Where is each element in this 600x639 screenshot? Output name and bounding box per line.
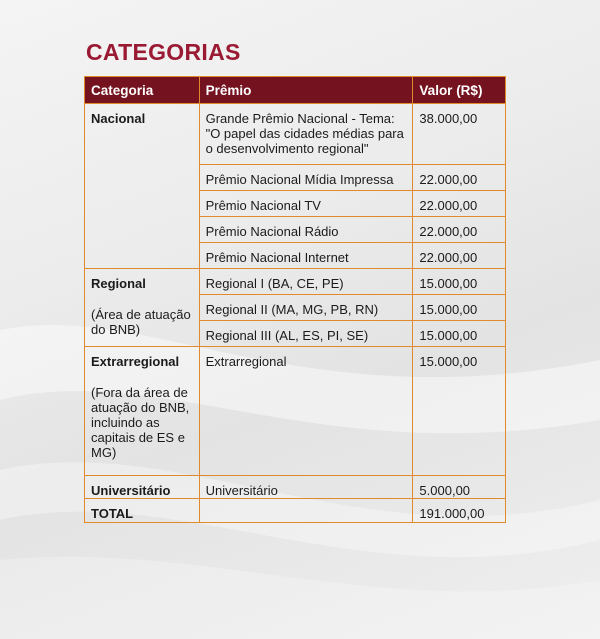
total-label: TOTAL xyxy=(91,506,134,521)
page-title: CATEGORIAS xyxy=(86,39,241,65)
categories-table xyxy=(84,76,506,523)
category-label: Regional xyxy=(91,276,146,291)
prize-cell: Regional I (BA, CE, PE) xyxy=(199,269,413,295)
prize-cell: Prêmio Nacional TV xyxy=(199,191,413,217)
table-row xyxy=(85,269,506,295)
table-row xyxy=(85,476,506,499)
value-cell: 15.000,00 xyxy=(413,321,506,347)
header-premio: Prêmio xyxy=(199,77,413,104)
value-cell: 22.000,00 xyxy=(413,243,506,269)
category-label: Universitário xyxy=(91,483,171,498)
value-cell: 5.000,00 xyxy=(413,476,506,499)
prize-cell: Grande Prêmio Nacional - Tema: "O papel das cidades médias para o desenvolvimento regional" xyxy=(199,104,413,165)
category-label: Extrarregional xyxy=(91,354,180,369)
value-cell: 22.000,00 xyxy=(413,191,506,217)
total-label-cell xyxy=(85,499,200,523)
prize-cell: Extrarregional xyxy=(199,347,413,476)
total-value: 191.000,00 xyxy=(413,499,506,523)
category-regional xyxy=(85,269,200,347)
table-header xyxy=(85,77,506,104)
prize-cell: Regional III (AL, ES, PI, SE) xyxy=(199,321,413,347)
table-row xyxy=(85,347,506,476)
total-row xyxy=(85,499,506,523)
category-extrarregional xyxy=(85,347,200,476)
category-universitario xyxy=(85,476,200,499)
value-cell: 15.000,00 xyxy=(413,295,506,321)
value-cell: 15.000,00 xyxy=(413,347,506,476)
prize-cell: Prêmio Nacional Rádio xyxy=(199,217,413,243)
empty-cell xyxy=(199,499,413,523)
category-note: (Área de atuação do BNB) xyxy=(91,307,191,337)
value-cell: 22.000,00 xyxy=(413,165,506,191)
value-cell: 38.000,00 xyxy=(413,104,506,165)
header-valor: Valor (R$) xyxy=(413,77,506,104)
category-label: Nacional xyxy=(91,111,146,126)
prize-cell: Prêmio Nacional Mídia Impressa xyxy=(199,165,413,191)
category-nacional xyxy=(85,104,200,269)
table-row xyxy=(85,104,506,165)
header-categoria: Categoria xyxy=(85,77,200,104)
value-cell: 15.000,00 xyxy=(413,269,506,295)
prize-cell: Regional II (MA, MG, PB, RN) xyxy=(199,295,413,321)
category-note: (Fora da área de atuação do BNB, incluindo as capitais de ES e MG) xyxy=(91,385,190,460)
prize-cell: Prêmio Nacional Internet xyxy=(199,243,413,269)
value-cell: 22.000,00 xyxy=(413,217,506,243)
prize-cell: Universitário xyxy=(199,476,413,499)
